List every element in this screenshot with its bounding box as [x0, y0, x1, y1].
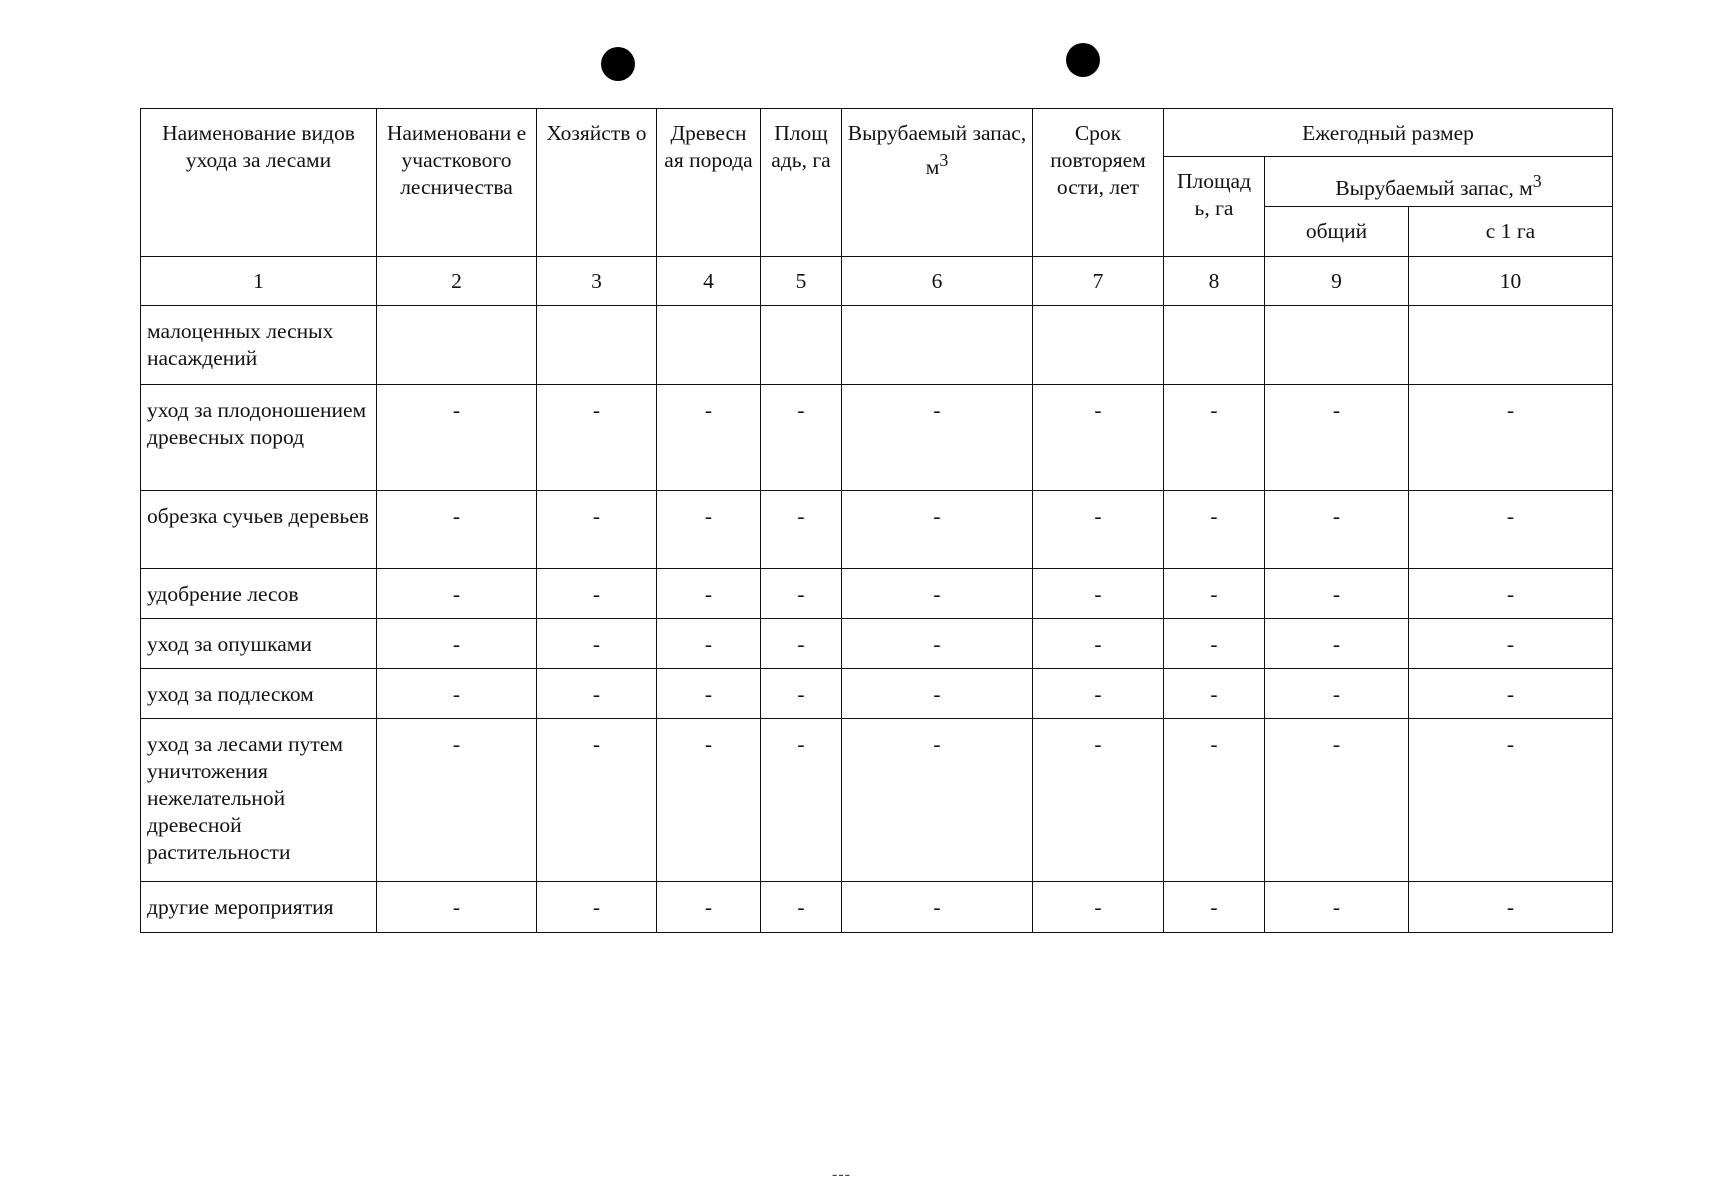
header-annual-size: Ежегодный размер [1164, 109, 1613, 157]
table-cell: - [657, 882, 761, 933]
header-harvested-stock-text: Вырубаемый запас, м [847, 121, 1027, 180]
table-cell: - [377, 669, 537, 719]
header-harvested-stock [842, 109, 1033, 257]
table-cell: - [537, 569, 657, 619]
table-cell [1265, 306, 1409, 385]
table-cell: - [1033, 619, 1164, 669]
column-number: 1 [141, 257, 377, 306]
column-number: 10 [1409, 257, 1613, 306]
table-cell: - [842, 491, 1033, 569]
table-cell: - [1033, 719, 1164, 882]
table-cell: - [657, 491, 761, 569]
table-cell: - [1409, 569, 1613, 619]
header-forestry-district: Наименовани е участкового лесничества [377, 109, 537, 257]
table-cell: - [537, 882, 657, 933]
column-number: 2 [377, 257, 537, 306]
table-cell: - [377, 719, 537, 882]
footer-mark: --- [832, 1166, 851, 1183]
table-cell: - [1409, 882, 1613, 933]
table-cell: - [1409, 491, 1613, 569]
table-cell: - [1033, 569, 1164, 619]
column-number: 9 [1265, 257, 1409, 306]
table-cell: - [842, 719, 1033, 882]
table-cell: - [761, 619, 842, 669]
header-area: Площ адь, га [761, 109, 842, 257]
table-cell [1409, 306, 1613, 385]
column-number-row [141, 257, 1613, 306]
table-cell: - [1164, 491, 1265, 569]
table-cell: - [1265, 669, 1409, 719]
column-number: 8 [1164, 257, 1265, 306]
table-cell: - [842, 385, 1033, 491]
table-cell: - [657, 669, 761, 719]
table-row [141, 882, 1613, 933]
table-cell: - [1164, 882, 1265, 933]
header-harvested-stock-sup: 3 [939, 150, 949, 170]
table-cell: - [842, 569, 1033, 619]
table-cell: - [1265, 719, 1409, 882]
column-number: 5 [761, 257, 842, 306]
table-cell: - [537, 385, 657, 491]
table-cell: - [761, 385, 842, 491]
row-label: уход за лесами путем уничтожения нежелательной древесной растительности [141, 719, 377, 882]
table-cell: - [1265, 619, 1409, 669]
table-cell: - [377, 385, 537, 491]
table-cell: - [537, 669, 657, 719]
table-cell: - [1409, 619, 1613, 669]
column-number: 3 [537, 257, 657, 306]
row-label: другие мероприятия [141, 882, 377, 933]
table-cell: - [1164, 569, 1265, 619]
table-cell: - [1164, 719, 1265, 882]
table-cell: - [1409, 385, 1613, 491]
header-tree-species: Древесн ая порода [657, 109, 761, 257]
table-cell: - [761, 491, 842, 569]
table-cell [537, 306, 657, 385]
forest-care-table [140, 108, 1613, 933]
table-cell [842, 306, 1033, 385]
table-cell [761, 306, 842, 385]
table-row [141, 491, 1613, 569]
table-cell: - [1033, 491, 1164, 569]
table-cell: - [761, 882, 842, 933]
row-label: уход за плодоношением древесных пород [141, 385, 377, 491]
table-cell: - [657, 569, 761, 619]
table-cell: - [842, 882, 1033, 933]
table-cell: - [657, 385, 761, 491]
table-cell: - [657, 619, 761, 669]
table-cell: - [657, 719, 761, 882]
table-cell: - [1265, 491, 1409, 569]
table-cell: - [1265, 385, 1409, 491]
table-row [141, 385, 1613, 491]
header-annual-stock [1265, 157, 1613, 207]
table-cell: - [842, 619, 1033, 669]
header-care-type: Наименование видов ухода за лесами [141, 109, 377, 257]
row-label: уход за опушками [141, 619, 377, 669]
table-row [141, 619, 1613, 669]
table-cell: - [537, 719, 657, 882]
table-cell: - [1409, 719, 1613, 882]
table-row [141, 306, 1613, 385]
header-stock-per-ha: с 1 га [1409, 207, 1613, 257]
column-number: 6 [842, 257, 1033, 306]
table-cell: - [1164, 385, 1265, 491]
table-cell: - [1265, 882, 1409, 933]
header-annual-stock-sup: 3 [1532, 171, 1542, 191]
table-cell [657, 306, 761, 385]
column-number: 7 [1033, 257, 1164, 306]
table-cell: - [377, 491, 537, 569]
table-cell: - [537, 619, 657, 669]
table-cell: - [1164, 619, 1265, 669]
header-annual-area: Площад ь, га [1164, 157, 1265, 257]
table-cell: - [537, 491, 657, 569]
punch-hole-left [601, 47, 635, 81]
table-row [141, 719, 1613, 882]
table-cell: - [761, 719, 842, 882]
table-cell: - [377, 619, 537, 669]
table-cell: - [761, 569, 842, 619]
row-label: удобрение лесов [141, 569, 377, 619]
table-cell: - [761, 669, 842, 719]
table-cell: - [1033, 669, 1164, 719]
table-cell: - [1409, 669, 1613, 719]
table-cell: - [1033, 882, 1164, 933]
table-row [141, 669, 1613, 719]
table-cell: - [377, 569, 537, 619]
table-row [141, 569, 1613, 619]
table-cell: - [1164, 669, 1265, 719]
table-cell: - [1033, 385, 1164, 491]
table-cell: - [1265, 569, 1409, 619]
table-cell [1164, 306, 1265, 385]
table-cell [377, 306, 537, 385]
header-economy: Хозяйств о [537, 109, 657, 257]
header-annual-stock-text: Вырубаемый запас, м [1335, 176, 1533, 201]
punch-hole-right [1066, 43, 1100, 77]
row-label: уход за подлеском [141, 669, 377, 719]
column-number: 4 [657, 257, 761, 306]
table-cell [1033, 306, 1164, 385]
row-label: обрезка сучьев деревьев [141, 491, 377, 569]
header-stock-total: общий [1265, 207, 1409, 257]
header-repeat-period: Срок повторяем ости, лет [1033, 109, 1164, 257]
row-label: малоценных лесных насаждений [141, 306, 377, 385]
table-cell: - [377, 882, 537, 933]
table-cell: - [842, 669, 1033, 719]
